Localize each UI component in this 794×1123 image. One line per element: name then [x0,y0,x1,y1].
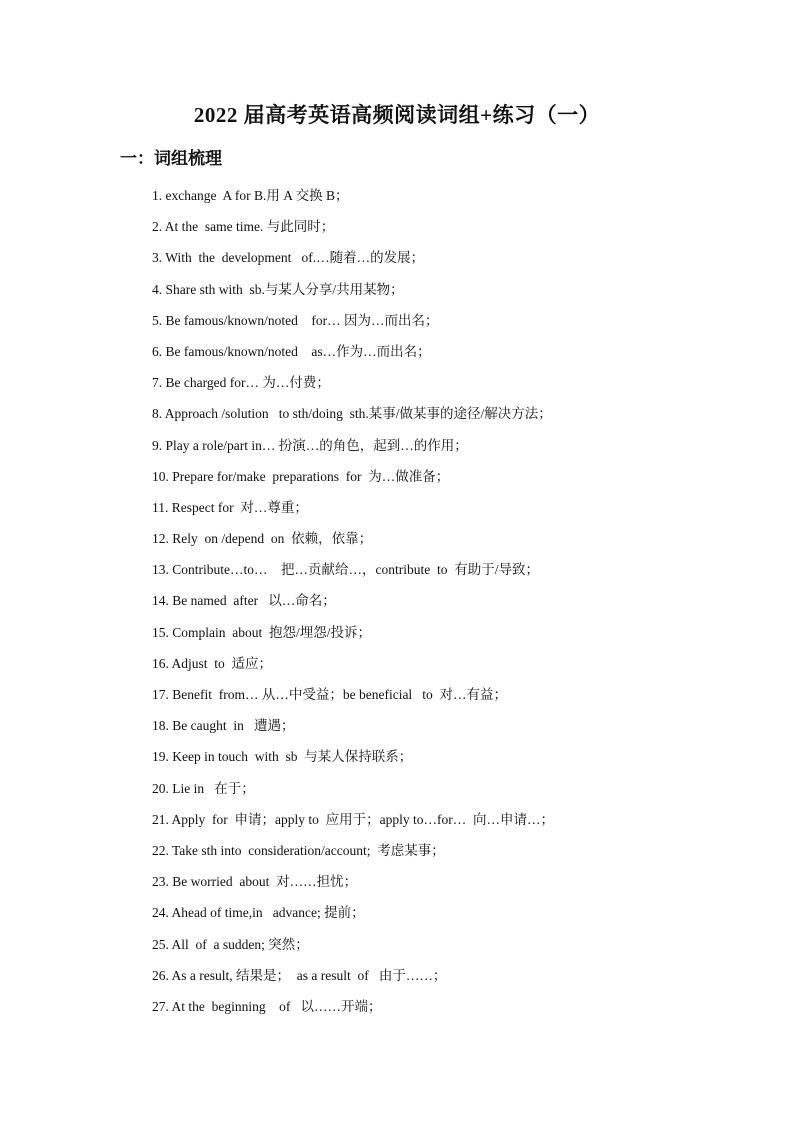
phrase-item: 15. Complain about 抱怨/埋怨/投诉； [152,624,371,640]
phrase-item: 25. All of a sudden; 突然； [152,936,309,952]
phrase-item: 9. Play a role/part in… 扮演…的角色，起到…的作用； [152,437,468,453]
phrase-item: 14. Be named after 以…命名； [152,593,336,609]
phrase-item: 11. Respect for 对…尊重； [152,499,308,515]
document-title: 2022 届高考英语高频阅读词组+练习（一） [193,103,601,127]
phrase-item: 5. Be famous/known/noted for… 因为…而出名； [152,312,439,328]
phrase-item: 2. At the same time. 与此同时； [152,219,335,235]
phrase-item: 22. Take sth into consideration/account; 考虑某事； [152,842,445,858]
section-heading: 一：词组梳理 [120,149,222,168]
phrase-item: 20. Lie in 在于； [152,780,255,796]
phrase-item: 26. As a result, 结果是； as a result of 由于……； [152,967,447,983]
phrase-item: 27. At the beginning of 以……开端； [152,998,382,1014]
phrase-item: 4. Share sth with sb.与某人分享/共用某物； [152,281,404,297]
phrase-item: 19. Keep in touch with sb 与某人保持联系； [152,749,413,765]
phrase-item: 16. Adjust to 适应； [152,655,273,671]
phrase-item: 23. Be worried about 对……担忧； [152,874,358,890]
phrase-item: 6. Be famous/known/noted as…作为…而出名； [152,343,431,359]
phrase-item: 12. Rely on /depend on 依赖，依靠； [152,531,373,547]
phrase-item: 1. exchange A for B.用 A 交换 B； [152,188,349,203]
phrase-item: 18. Be caught in 遭遇； [152,718,295,734]
phrase-item: 10. Prepare for/make preparations for 为…做准备； [152,468,450,484]
phrase-item: 17. Benefit from… 从…中受益；be beneficial to 对…有益； [152,687,508,702]
phrase-item: 13. Contribute…to… 把…贡献给…，contribute to 有助于/导致； [152,562,539,578]
phrase-item: 21. Apply for 申请；apply to 应用于；apply to…for… 向…申请…； [152,811,554,827]
phrase-list [152,184,752,1026]
phrase-item: 24. Ahead of time,in advance; 提前； [152,905,365,921]
phrase-item: 3. With the development of.…随着…的发展； [152,250,425,266]
phrase-item: 7. Be charged for… 为…付费； [152,375,330,391]
phrase-item: 8. Approach /solution to sth/doing sth.某事/做某事的途径/解决方法； [152,406,552,422]
